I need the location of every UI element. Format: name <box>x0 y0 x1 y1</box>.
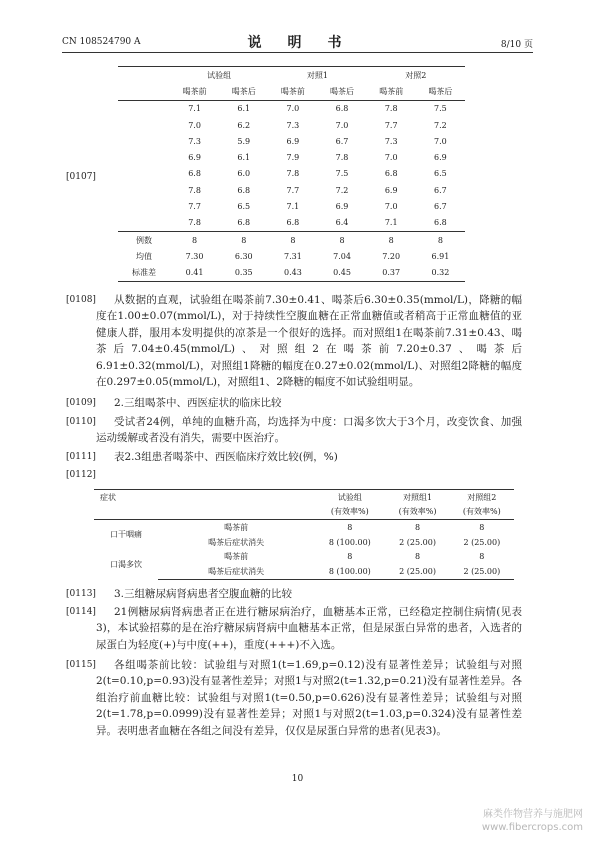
subheader: 喝茶前 <box>367 83 416 100</box>
paragraph-0110 <box>66 414 522 447</box>
table-cell: 6.7 <box>335 136 349 146</box>
table-cell: 6.5 <box>434 169 447 179</box>
paragraph-0111 <box>66 449 522 465</box>
para-number: [0108] <box>66 295 96 305</box>
column-header: 症状 <box>94 490 314 505</box>
table-cell: 6.2 <box>237 120 251 130</box>
para-number: [0115] <box>66 660 96 670</box>
table-cell: 7.9 <box>286 153 300 163</box>
group-header: 对照组1 <box>385 490 449 505</box>
table-subheader-row <box>94 505 514 520</box>
paragraph-0109 <box>66 395 522 411</box>
table-cell: 8 <box>416 231 465 248</box>
watermark <box>482 808 583 834</box>
table-cell: 6.8 <box>237 218 251 228</box>
para-number: [0111] <box>66 452 96 462</box>
table-cell: 6.9 <box>434 153 447 163</box>
symptom-label: 口渴多饮 <box>110 559 142 569</box>
table-row <box>118 133 465 149</box>
table-cell: 8 <box>415 552 421 562</box>
watermark-url: www.fibercrops.com <box>481 822 583 833</box>
paragraph-text: 从数据的直观，试验组在喝茶前7.30±0.41、喝茶后6.30±0.35(mmol/L)，降糖的幅度在1.00±0.07(mmol/L)，对于持续性空腹血糖在正常血糖值或者稍高于正常血糖值的亚健康人群，服用本发明提供的凉茶是一个很好的选择。而对照组1在喝茶前7.31±0.43、喝茶后7.04±0.45(mmol/L)、对照组2在喝茶前7.20±0.37、喝茶后6.91±0.32(mmol/L)，对照组1降糖的幅度在0.27±0.02(mmol/L)、对照组2降糖的幅度在0.297±0.05(mmol/L)，对照组1、2降糖的幅度不如试验组明显。 <box>96 294 522 389</box>
subheader: (有效率%) <box>385 505 449 520</box>
stage-label: 喝茶前 <box>224 522 249 532</box>
stage-label: 喝茶后症状消失 <box>158 564 314 579</box>
table-cell: 7.0 <box>335 120 349 130</box>
group-header: 对照组2 <box>450 490 514 505</box>
table-cell: 7.2 <box>335 185 349 195</box>
section-heading: 2.三组喝茶中、西医症状的临床比较 <box>114 397 282 409</box>
table-cell: 6.0 <box>237 169 251 179</box>
para-number-0107: [0107] <box>66 172 96 182</box>
table-row <box>118 100 465 117</box>
table-cell: 8 <box>347 522 353 532</box>
patent-number: CN 108524790 A <box>62 37 141 47</box>
subheader: 喝茶前 <box>170 83 219 100</box>
group-header: 试验组 <box>170 67 268 84</box>
table-subheader-row <box>118 83 465 100</box>
page-count: 8/10 页 <box>500 40 533 50</box>
table-cell: 0.41 <box>170 265 219 282</box>
table-cell: 6.30 <box>234 251 253 261</box>
table-cell: 7.5 <box>335 169 349 179</box>
paragraph-text: 受试者24例，单纯的血糖升高，均选择为中度：口渴多饮大于3个月，改变饮食、加强运动缓解或者没有消失，需要中医治疗。 <box>96 416 522 445</box>
table-cell: 2 (25.00) <box>450 564 514 579</box>
table-cell: 6.8 <box>188 169 201 179</box>
table-cell: 6.9 <box>335 202 349 212</box>
table-cell: 0.35 <box>219 265 268 282</box>
subheader: (有效率%) <box>450 505 514 520</box>
stage-label: 喝茶前 <box>224 552 249 562</box>
subheader: (有效率%) <box>314 505 385 520</box>
stage-label: 喝茶后症状消失 <box>208 537 265 547</box>
table-row <box>118 117 465 133</box>
group-header: 对照1 <box>268 67 366 84</box>
table-cell: 7.7 <box>188 202 201 212</box>
table-row <box>118 198 465 214</box>
watermark-title: 麻类作物营养与施肥网 <box>483 809 583 820</box>
table-cell: 7.0 <box>384 202 398 212</box>
page-header <box>62 32 533 50</box>
table-cell: 7.0 <box>384 153 398 163</box>
table-header-row <box>118 67 465 84</box>
para-number: [0110] <box>66 417 96 427</box>
table-row <box>94 520 514 535</box>
section-heading: 3.三组糖尿病肾病患者空腹血糖的比较 <box>114 588 293 600</box>
table-cell: 8 <box>219 231 268 248</box>
table-cell: 7.7 <box>384 120 398 130</box>
table-cell: 8 <box>479 522 485 532</box>
table-cell: 7.8 <box>188 218 201 228</box>
summary-label: 例数 <box>118 231 170 248</box>
table-cell: 5.9 <box>237 136 251 146</box>
table-cell: 8 (100.00) <box>328 537 371 547</box>
table-cell: 6.8 <box>286 218 300 228</box>
paragraph-0114 <box>66 604 522 653</box>
table-cell: 8 <box>479 552 485 562</box>
paragraph-text: 各组喝茶前比较：试验组与对照1(t=1.69,p=0.12)没有显著性差异；试验组与对照2(t=0.10,p=0.93)没有显著性差异；对照1与对照2(t=1.32,p=0.21)没有显著性差异。各组治疗前血糖比较：试验组与对照1(t=0.50,p=0.626)没有显著性差异；试验组与对照2(t=1.78,p=0.0999)没有显著性差异；对照1与对照2(t=1.03,p=0.324)没有显著性差异。表明患者血糖在各组之间没有差异，仅仅是尿蛋白异常的患者(见表3)。 <box>96 659 522 737</box>
table-row <box>94 549 514 564</box>
table-cell: 7.8 <box>286 169 300 179</box>
table-cell: 7.8 <box>384 104 398 114</box>
table-cell: 7.2 <box>434 120 447 130</box>
subheader: 喝茶后 <box>317 83 366 100</box>
table-cell: 7.1 <box>384 218 398 228</box>
table-cell: 8 <box>347 552 353 562</box>
para-number: [0109] <box>66 398 96 408</box>
subheader: 喝茶前 <box>268 83 317 100</box>
table-row <box>118 182 465 198</box>
subheader: 喝茶后 <box>416 83 465 100</box>
table-cell: 7.8 <box>335 153 349 163</box>
table-cell: 0.43 <box>268 265 317 282</box>
table-cell: 7.5 <box>434 104 447 114</box>
document-title: 说 明 书 <box>247 35 348 51</box>
page-number: 10 <box>291 774 304 784</box>
table-cell: 7.3 <box>286 120 300 130</box>
table-cell: 7.3 <box>188 136 201 146</box>
table-cell: 0.45 <box>317 265 366 282</box>
table-cell: 0.32 <box>416 265 465 282</box>
summary-label: 标准差 <box>118 265 170 282</box>
table-caption: 表2.3组患者喝茶中、西医临床疗效比较(例，%) <box>114 451 338 463</box>
paragraph-0115 <box>66 657 522 739</box>
table-cell: 7.30 <box>185 251 204 261</box>
table-row <box>118 166 465 182</box>
paragraph-text: 21例糖尿病肾病患者正在进行糖尿病治疗，血糖基本正常，已经稳定控制住病情(见表3)，本试验招募的是在治疗糖尿病肾病中血糖基本正常，但是尿蛋白异常的患者，入选者的尿蛋白为轻度(+)与中度(++)，重度(+++)不入选。 <box>96 606 522 651</box>
table-cell: 6.8 <box>335 104 349 114</box>
symptom-comparison-table <box>94 489 514 580</box>
table-cell: 6.5 <box>237 202 251 212</box>
table-cell: 8 <box>415 522 421 532</box>
header-rule <box>62 52 533 53</box>
para-number: [0114] <box>66 607 96 617</box>
table-cell: 2 (25.00) <box>385 564 449 579</box>
paragraph-0108 <box>66 292 522 390</box>
table-cell: 7.04 <box>333 251 351 261</box>
symptom-label: 口干咽痛 <box>110 530 142 540</box>
table-cell: 0.37 <box>367 265 416 282</box>
table-cell: 8 (100.00) <box>314 564 385 579</box>
table-cell: 8 <box>367 231 416 248</box>
table-row <box>118 149 465 165</box>
table-cell: 6.9 <box>188 153 201 163</box>
summary-row <box>118 231 465 248</box>
blood-glucose-table <box>118 66 465 282</box>
table-cell: 7.7 <box>286 185 300 195</box>
table-cell: 7.31 <box>283 251 302 261</box>
group-header: 试验组 <box>314 490 385 505</box>
paragraph-0113 <box>66 586 522 602</box>
group-header: 对照2 <box>367 67 465 84</box>
table-row <box>118 215 465 232</box>
table-cell: 7.0 <box>286 104 300 114</box>
table-cell: 7.3 <box>384 136 398 146</box>
table-cell: 6.1 <box>237 153 251 163</box>
table-cell: 7.8 <box>188 185 201 195</box>
summary-row <box>118 248 465 264</box>
table-cell: 6.1 <box>237 104 251 114</box>
table-cell: 8 <box>268 231 317 248</box>
subheader: 喝茶后 <box>219 83 268 100</box>
table-cell: 2 (25.00) <box>399 537 436 547</box>
table-cell: 6.9 <box>286 136 300 146</box>
para-number: [0113] <box>66 589 96 599</box>
table-cell: 7.0 <box>434 136 447 146</box>
para-number-0112: [0112] <box>66 470 96 480</box>
table-cell: 7.20 <box>382 251 401 261</box>
table-cell: 6.7 <box>434 185 447 195</box>
table-cell: 6.91 <box>431 251 450 261</box>
table-cell: 6.8 <box>434 218 447 228</box>
table-cell: 7.1 <box>286 202 300 212</box>
table-cell: 6.8 <box>384 169 398 179</box>
table-cell: 7.1 <box>188 104 201 114</box>
table-cell: 2 (25.00) <box>463 537 501 547</box>
table-header-row <box>94 490 514 505</box>
table-cell: 6.7 <box>434 202 447 212</box>
table-cell: 7.0 <box>188 120 201 130</box>
summary-row <box>118 265 465 282</box>
table-cell: 6.8 <box>237 185 251 195</box>
table-cell: 6.4 <box>335 218 349 228</box>
table-cell: 8 <box>170 231 219 248</box>
table-cell: 6.9 <box>384 185 398 195</box>
table-cell: 8 <box>317 231 366 248</box>
summary-label: 均值 <box>136 251 152 261</box>
